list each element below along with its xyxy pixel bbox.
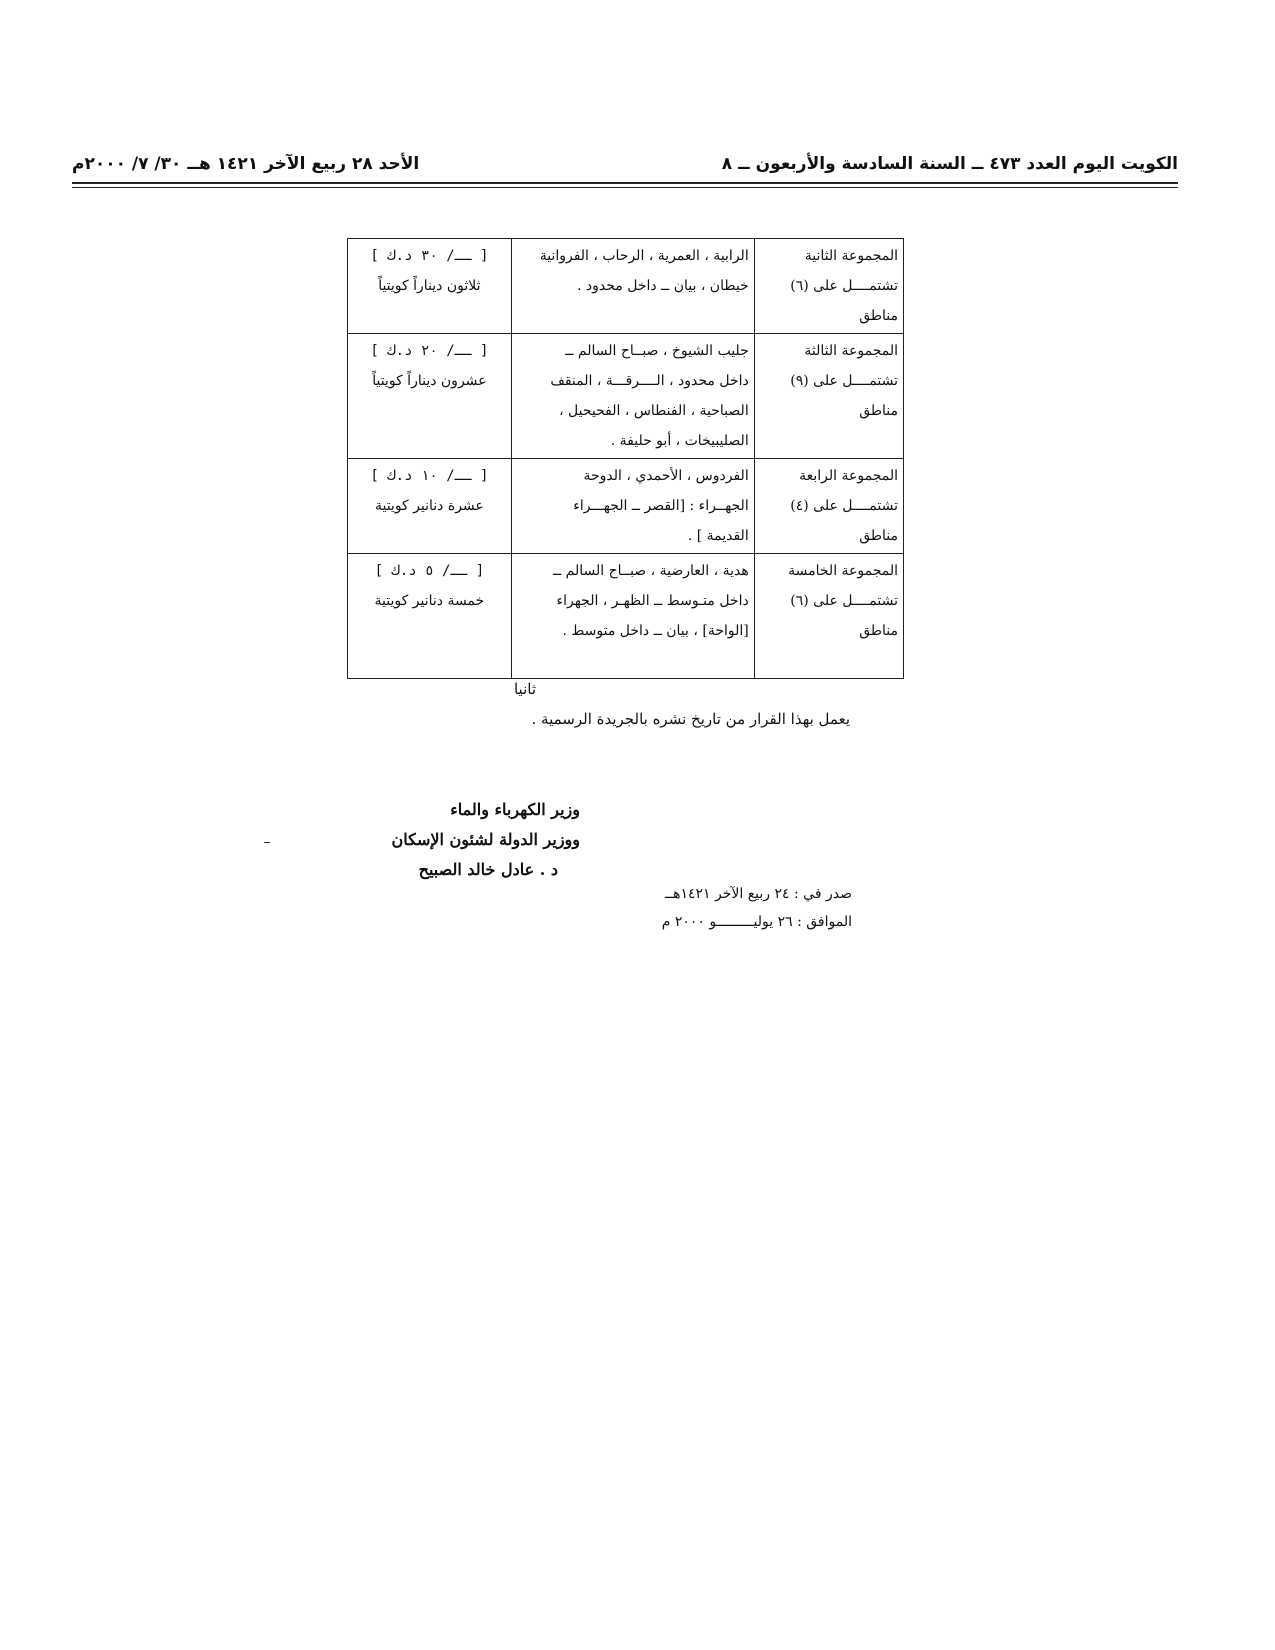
header-publication-info: الكويت اليوم العدد ٤٧٣ ــ السنة السادسة والأربعون ــ ٨ <box>721 154 1178 174</box>
effective-clause: يعمل بهذا القرار من تاريخ نشره بالجريدة الرسمية . <box>531 710 850 728</box>
group-unit: مناطق <box>859 308 898 324</box>
group-cell <box>754 554 903 679</box>
fee-words: ثلاثون ديناراً كويتياً <box>378 278 481 294</box>
group-name: المجموعة الثانية <box>804 248 898 264</box>
group-count: تشتمــــل على (٦) <box>790 593 898 609</box>
fee-cell <box>348 334 512 459</box>
signature-block <box>340 795 580 885</box>
areas-line: داخل متـوسط ــ الظهـر ، الجهراء <box>556 593 749 609</box>
group-unit: مناطق <box>859 528 898 544</box>
fee-amount: [ ــ/ ١٠ د.ك ] <box>370 468 489 484</box>
section-second-heading: ثانيا <box>513 680 537 698</box>
fee-amount: [ ــ/ ٥ د.ك ] <box>374 563 485 579</box>
group-count: تشتمــــل على (٦) <box>790 278 898 294</box>
table-row <box>348 459 904 554</box>
issued-date: صدر في : ٢٤ ربيع الآخر ١٤٢١هــ <box>664 886 852 902</box>
group-cell <box>754 459 903 554</box>
areas-line: [الواحة] ، بيان ــ داخل متوسط . <box>562 623 749 639</box>
areas-cell <box>511 239 754 334</box>
table-row <box>348 334 904 459</box>
fee-words: عشرون ديناراً كويتياً <box>372 373 487 389</box>
fee-cell <box>348 554 512 679</box>
minister-name: د . عادل خالد الصبيح <box>418 860 558 879</box>
minister-title: وزير الكهرباء والماء <box>450 800 580 819</box>
scan-speck <box>264 842 270 843</box>
issue-dates <box>590 880 852 936</box>
corresponding-date: الموافق : ٢٦ يوليـــــــــو ٢٠٠٠ م <box>661 914 852 930</box>
areas-line: الفردوس ، الأحمدي ، الدوحة <box>583 468 749 484</box>
fee-cell <box>348 459 512 554</box>
fee-words: عشرة دنانير كويتية <box>374 498 484 514</box>
zones-fee-table <box>347 238 904 679</box>
group-cell <box>754 239 903 334</box>
group-name: المجموعة الرابعة <box>799 468 898 484</box>
areas-line: داخل محدود ، الــــرقـــة ، المنقف <box>550 373 749 389</box>
group-unit: مناطق <box>859 623 898 639</box>
areas-cell <box>511 554 754 679</box>
minister-title-2: ووزير الدولة لشئون الإسكان <box>391 830 580 849</box>
fee-cell <box>348 239 512 334</box>
group-name: المجموعة الخامسة <box>788 563 898 579</box>
fee-words: خمسة دنانير كويتية <box>374 593 485 609</box>
areas-line: هدية ، العارضية ، صبــاح السالم ــ <box>552 563 749 579</box>
fee-amount: [ ــ/ ٢٠ د.ك ] <box>370 343 489 359</box>
group-count: تشتمــــل على (٤) <box>790 498 898 514</box>
areas-line: الجهــراء : [القصر ــ الجهـــراء <box>573 498 749 514</box>
table-row <box>348 239 904 334</box>
header-rule-thick <box>72 182 1178 184</box>
header-date: الأحد ٢٨ ربيع الآخر ١٤٢١ هــ ٣٠/ ٧/ ٢٠٠٠م <box>72 154 420 174</box>
areas-line: الصباحية ، الفنطاس ، الفحيحيل ، <box>559 403 749 419</box>
areas-line: القديمة ] . <box>687 528 749 544</box>
page-header <box>72 148 1178 188</box>
areas-cell <box>511 459 754 554</box>
areas-line: الرابية ، العمرية ، الرحاب ، الفروانية <box>539 248 749 264</box>
group-unit: مناطق <box>859 403 898 419</box>
fee-amount: [ ــ/ ٣٠ د.ك ] <box>370 248 489 264</box>
areas-line: الصليبيخات ، أبو حليفة . <box>610 433 749 449</box>
table-row <box>348 554 904 679</box>
group-count: تشتمــــل على (٩) <box>790 373 898 389</box>
group-name: المجموعة الثالثة <box>804 343 898 359</box>
group-cell <box>754 334 903 459</box>
areas-cell <box>511 334 754 459</box>
areas-line: خيطان ، بيان ــ داخل محدود . <box>577 278 749 294</box>
areas-line: جليب الشيوخ ، صبــاح السالم ــ <box>565 343 749 359</box>
header-rule-thin <box>72 187 1178 188</box>
